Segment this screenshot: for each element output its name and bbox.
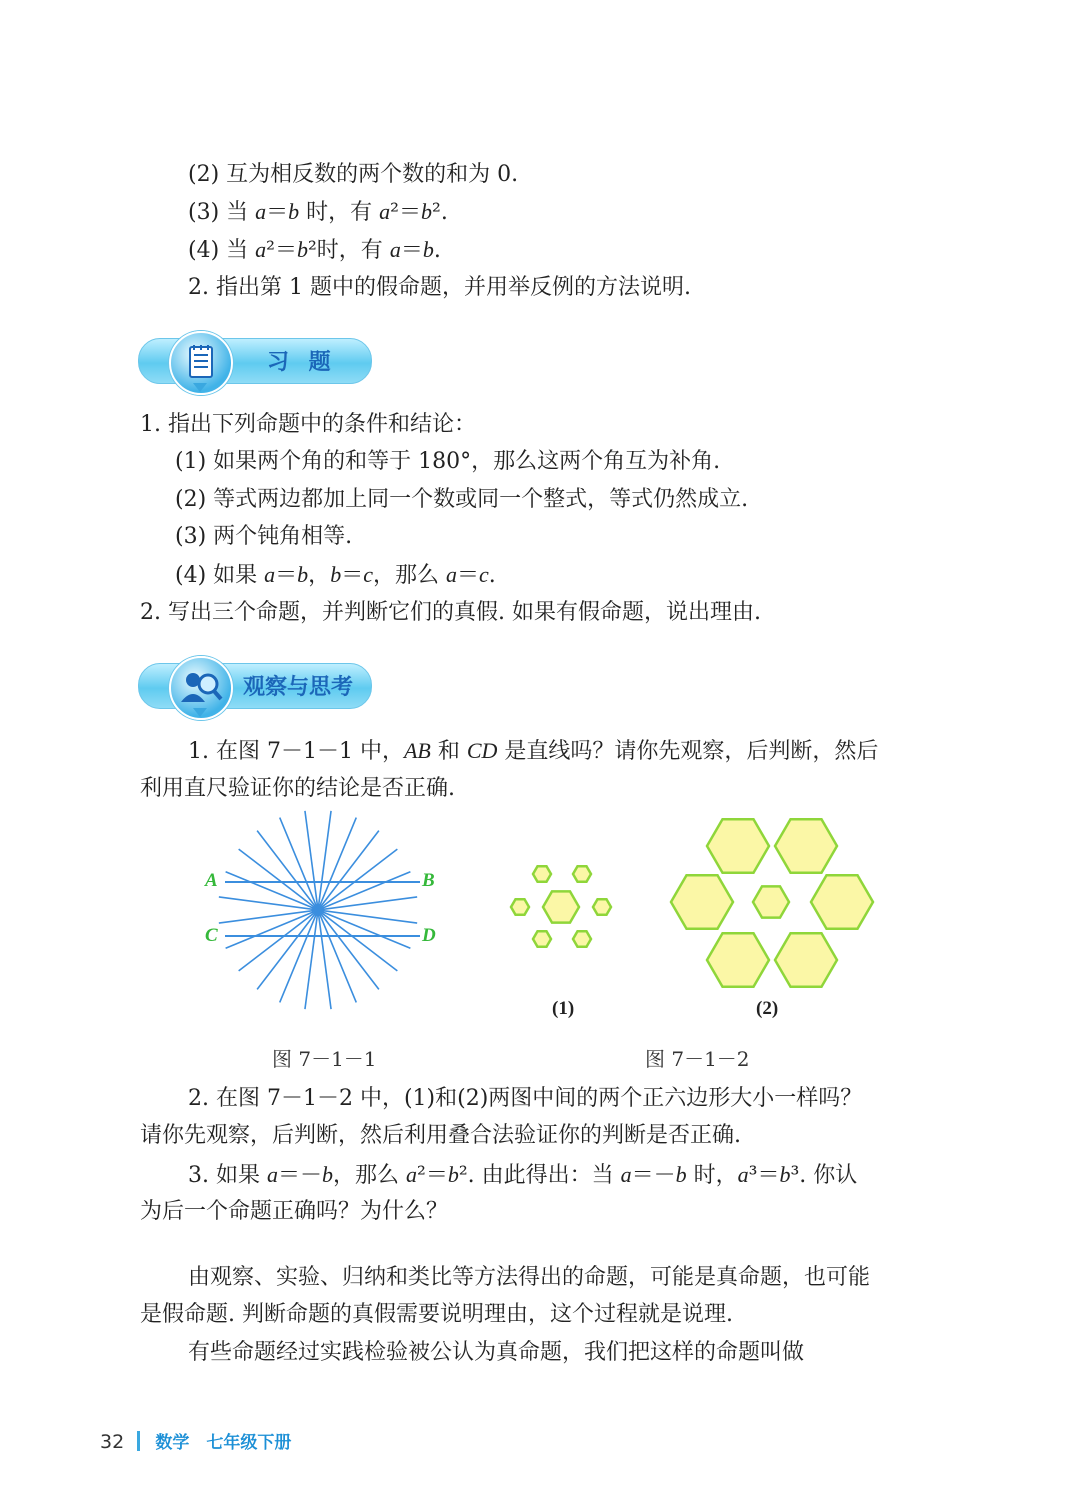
text: ，那么	[372, 563, 446, 588]
text: ＝	[341, 563, 364, 588]
figure-caption-1: 图 7－1－1	[272, 1047, 377, 1071]
text: 时，有	[299, 200, 380, 225]
text: ＝－	[631, 1163, 676, 1188]
text: .	[488, 563, 496, 588]
list-item-2: (2) 互为相反数的两个数的和为 0.	[188, 162, 519, 187]
math-var: b	[675, 1162, 687, 1187]
math-var: b	[296, 237, 308, 262]
footer-divider	[137, 1431, 140, 1451]
hexagon-group-2	[671, 819, 873, 987]
text: ²时，有	[307, 238, 390, 263]
hexagon	[511, 899, 529, 915]
banner-pointer	[193, 708, 207, 717]
text: 3. 如果	[188, 1163, 267, 1188]
hexagon	[707, 933, 769, 987]
exercise-q1-1: (1) 如果两个角的和等于 180°，那么这两个角互为补角.	[175, 449, 721, 474]
math-var: a	[255, 237, 267, 262]
hexagon	[593, 899, 611, 915]
text: ＝	[275, 563, 298, 588]
math-var: a	[445, 562, 457, 587]
radiating-lines	[219, 811, 417, 1009]
text: ＝	[266, 200, 289, 225]
text: 是直线吗？请你先观察，后判断，然后	[497, 739, 879, 764]
math-var: c	[363, 562, 373, 587]
hexagon	[533, 866, 551, 882]
page-number: 32	[100, 1431, 125, 1453]
exercise-banner	[138, 338, 372, 384]
hexagon	[533, 931, 551, 947]
text: ＝	[400, 238, 423, 263]
text: ²＝	[390, 200, 421, 225]
hexagon	[573, 866, 591, 882]
text: (3) 当	[188, 200, 256, 225]
exercise-q1: 1. 指出下列命题中的条件和结论：	[140, 412, 476, 437]
math-var: b	[779, 1162, 791, 1187]
hexagon	[707, 819, 769, 873]
text: (4) 如果	[175, 563, 265, 588]
math-var: b	[322, 1162, 333, 1187]
text: ². 由此得出：当	[458, 1163, 621, 1188]
text: ³. 你认	[790, 1163, 858, 1188]
text: ².	[432, 200, 448, 225]
label-D: D	[422, 925, 436, 946]
banner-title: 习 题	[267, 350, 337, 375]
text: 和	[430, 739, 467, 764]
exercise-q1-3: (3) 两个钝角相等.	[175, 524, 353, 549]
text: ²＝	[417, 1163, 448, 1188]
text: .	[433, 238, 441, 263]
hexagon	[671, 875, 733, 929]
observe-p1-line2: 利用直尺验证你的结论是否正确.	[140, 776, 455, 801]
exercise-q2: 2. 写出三个命题，并判断它们的真假. 如果有假命题，说出理由.	[140, 600, 761, 625]
math-var: AB	[403, 738, 431, 763]
math-var: a	[379, 199, 391, 224]
text: ＝－	[277, 1163, 322, 1188]
math-var: b	[447, 1162, 459, 1187]
observe-banner	[138, 663, 372, 709]
math-var: a	[264, 562, 276, 587]
math-var: a	[620, 1162, 632, 1187]
text: ，那么	[333, 1163, 406, 1188]
page-footer	[100, 1428, 291, 1453]
math-var: a	[266, 1162, 278, 1187]
observe-p2-line1: 2. 在图 7－1－2 中，(1)和(2)两图中间的两个正六边形大小一样吗？	[188, 1086, 863, 1111]
figure-7-1-1	[195, 810, 445, 1030]
hexagon	[543, 891, 579, 922]
list-item-4	[188, 235, 441, 266]
math-var: a	[737, 1162, 749, 1187]
math-var: a	[255, 199, 267, 224]
observe-p1-line1	[188, 736, 878, 767]
question-2: 2. 指出第 1 题中的假命题，并用举反例的方法说明.	[188, 275, 691, 300]
figure-7-1-2	[490, 810, 910, 1000]
text: 时，	[686, 1163, 738, 1188]
text: ＝	[456, 563, 479, 588]
banner-title: 观察与思考	[243, 675, 354, 700]
label-C: C	[205, 925, 218, 946]
hexagon	[753, 886, 789, 917]
hexagon	[775, 933, 837, 987]
math-var: b	[288, 199, 300, 224]
banner-pointer	[193, 383, 207, 392]
exercise-q1-2: (2) 等式两边都加上同一个数或同一个整式，等式仍然成立.	[175, 487, 749, 512]
math-var: CD	[466, 738, 498, 763]
math-var: b	[297, 562, 309, 587]
figure-caption-2: 图 7－1－2	[645, 1047, 750, 1071]
observe-p2-line2: 请你先观察，后判断，然后利用叠合法验证你的判断是否正确.	[140, 1123, 741, 1148]
text: ，	[308, 563, 331, 588]
hexagon-group-1	[511, 866, 611, 947]
book-title: 数学 七年级下册	[155, 1433, 292, 1453]
text: 1. 在图 7－1－1 中，	[188, 739, 404, 764]
sub-label-2: (2)	[756, 998, 779, 1019]
math-var: b	[421, 199, 432, 224]
body-para1-line1: 由观察、实验、归纳和类比等方法得出的命题，可能是真命题，也可能	[188, 1265, 871, 1290]
label-B: B	[422, 870, 435, 891]
math-var: b	[422, 237, 434, 262]
hexagon	[573, 931, 591, 947]
sub-label-1: (1)	[552, 998, 575, 1019]
observe-p3-line2: 为后一个命题正确吗？为什么？	[140, 1199, 449, 1224]
list-item-3	[188, 197, 448, 228]
math-var: a	[389, 237, 401, 262]
hexagon	[775, 819, 837, 873]
label-A: A	[205, 870, 218, 891]
text: ³＝	[748, 1163, 780, 1188]
body-para1-line2: 是假命题. 判断命题的真假需要说明理由，这个过程就是说理.	[140, 1302, 733, 1327]
math-var: c	[478, 562, 489, 587]
observe-p3-line1	[188, 1160, 857, 1191]
text: (4) 当	[188, 238, 256, 263]
text: ²＝	[266, 238, 297, 263]
hexagon	[811, 875, 873, 929]
math-var: b	[330, 562, 342, 587]
exercise-q1-4	[175, 560, 496, 591]
body-para2-line1: 有些命题经过实践检验被公认为真命题，我们把这样的命题叫做	[188, 1340, 805, 1365]
math-var: a	[406, 1162, 417, 1187]
